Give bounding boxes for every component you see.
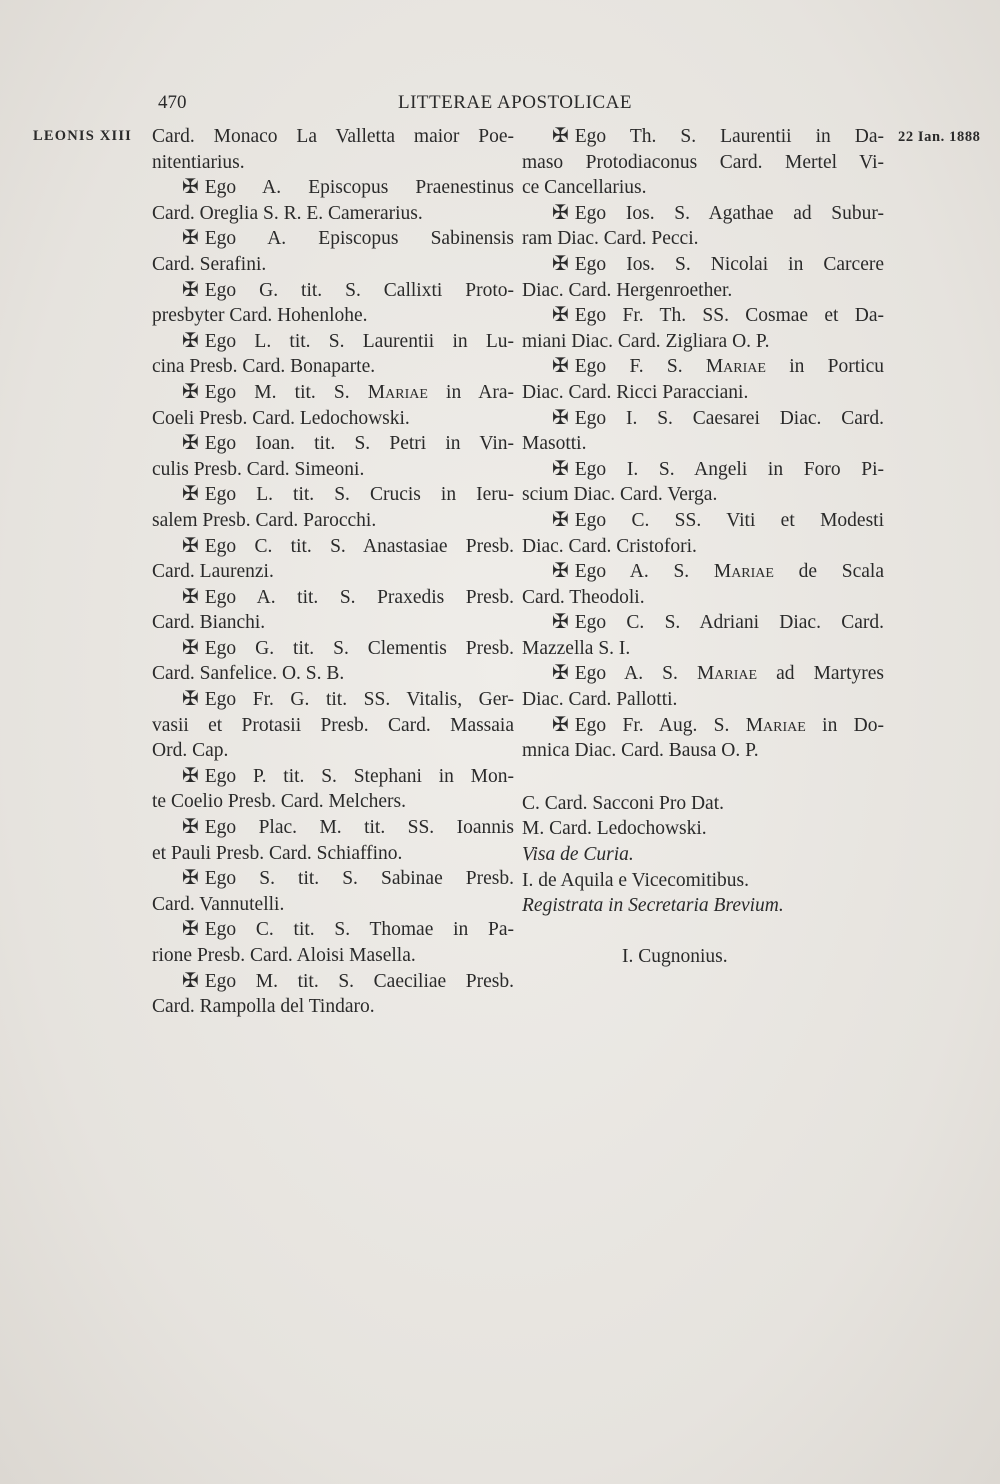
left_column-line: ✠ Ego L. tit. S. Laurentii in Lu- [182,329,514,352]
right_column-entry [522,713,884,764]
cross-potent-icon: ✠ [182,176,199,199]
cross-potent-icon: ✠ [552,713,569,736]
left_column-line: ✠ Ego A. Episcopus Sabinensis [182,227,514,250]
right_column-line: ✠ Ego A. S. Mariae ad Martyres [552,662,884,685]
left_column-line: et Pauli Presb. Card. Schiaffino. [152,842,403,864]
cross-potent-icon: ✠ [182,816,199,839]
left_column-line: ✠ Ego Plac. M. tit. SS. Ioannis [182,816,514,839]
cross-potent-icon: ✠ [182,636,199,659]
cross-potent-icon: ✠ [182,432,199,455]
left_column-entry [152,278,514,329]
right_column-line: Diac. Card. Ricci Paracciani. [522,381,749,403]
cross-potent-icon: ✠ [182,483,199,506]
left_column-entry [152,482,514,533]
right_column-entry [522,201,884,252]
left_column-entry [152,431,514,482]
left_column-line: rione Presb. Card. Aloisi Masella. [152,945,416,966]
right_column-line: ✠ Ego Th. S. Laurentii in Da- [552,125,884,147]
right_column-line: Mazzella S. I. [522,637,631,659]
right-entries [522,124,884,764]
running-title: LITTERAE APOSTOLICAE [398,92,632,113]
right_column-line: ✠ Ego F. S. Mariae in Porticu [552,355,884,378]
right_column-line: ✠ Ego C. SS. Viti et Modesti [552,508,884,531]
left_column-entry [152,866,514,917]
margin-note-pope: LEONIS XIII [33,128,133,144]
right_column-line: ✠ Ego I. S. Caesarei Diac. Card. [552,406,884,429]
cross-potent-icon: ✠ [552,611,569,634]
left_column-line: ✠ Ego A. Episcopus Praenestinus [182,176,514,199]
left_column-line: Card. Laurenzi. [152,561,274,583]
signature-column-left [152,124,514,1020]
left_column-entry [152,917,514,968]
signoff-block [522,791,884,970]
left_column-line: ✠ Ego A. tit. S. Praxedis Presb. [182,585,514,608]
cross-potent-icon: ✠ [182,534,199,557]
cross-potent-icon: ✠ [182,867,199,890]
right_column-line: ram Diac. Card. Pecci. [522,228,699,250]
left_column-line: ✠ Ego Ioan. tit. S. Petri in Vin- [182,432,514,455]
left_column-line: ✠ Ego M. tit. S. Mariae in Ara- [182,380,514,403]
left_column-line: ✠ Ego Fr. G. tit. SS. Vitalis, Ger- [182,688,514,711]
left_column-line: Ord. Cap. [152,740,229,762]
right_column-line: Masotti. [522,433,587,455]
left_column-line: nitentiarius. [152,151,245,173]
cross-potent-icon: ✠ [182,688,199,711]
left_column-line: ✠ Ego C. tit. S. Anastasiae Presb. [182,534,514,557]
left_column-entry [152,815,514,866]
left_column-line: ✠ Ego L. tit. S. Crucis in Ieru- [182,483,514,506]
cross-potent-icon: ✠ [552,406,569,429]
left_column-line: presbyter Card. Hohenlohe. [152,305,368,327]
right_column-line: mnica Diac. Card. Bausa O. P. [522,740,759,762]
left_column-entry [152,764,514,815]
left_column-line: vasii et Protasii Presb. Card. Massaia [152,714,514,736]
right_column-entry [522,252,884,303]
left_column-entry [152,175,514,226]
cross-potent-icon: ✠ [552,304,569,327]
cross-potent-icon: ✠ [182,329,199,352]
left_column-entry [152,124,514,175]
left_column-line: Card. Bianchi. [152,612,266,634]
right_column-entry [522,354,884,405]
left_column-entry [152,687,514,764]
right_column-entry [522,559,884,610]
left_column-line: ✠ Ego S. tit. S. Sabinae Presb. [182,867,514,890]
signoff-pro-datarius: C. Card. Sacconi Pro Dat. [522,792,725,814]
right_column-line: maso Protodiaconus Card. Mertel Vi- [522,151,884,173]
left_column-line: Coeli Presb. Card. Ledochowski. [152,407,410,429]
right_column-line: miani Diac. Card. Zigliara O. P. [522,330,770,352]
page-header [0,90,1000,120]
cross-potent-icon: ✠ [182,764,199,787]
left_column-line: Card. Rampolla del Tindaro. [152,996,375,1018]
left_column-line: ✠ Ego G. tit. S. Clementis Presb. [182,636,514,659]
left_column-line: ✠ Ego P. tit. S. Stephani in Mon- [182,764,514,787]
right_column-line: ✠ Ego I. S. Angeli in Foro Pi- [552,457,884,480]
right_column-entry [522,508,884,559]
right_column-line: ✠ Ego Fr. Th. SS. Cosmae et Da- [552,304,884,327]
signature-column-right [522,124,884,969]
left_column-line: Card. Oreglia S. R. E. Camerarius. [152,202,423,224]
left_column-line: ✠ Ego G. tit. S. Callixti Proto- [182,278,514,301]
right_column-line: ✠ Ego A. S. Mariae de Scala [552,560,884,583]
cross-potent-icon: ✠ [552,457,569,480]
signoff-registrata: Registrata in Secretaria Brevium. [522,895,784,917]
left_column-line: cina Presb. Card. Bonaparte. [152,356,376,378]
cross-potent-icon: ✠ [552,125,569,147]
cross-potent-icon: ✠ [552,201,569,224]
right_column-entry [522,457,884,508]
left_column-entry [152,969,514,1020]
cross-potent-icon: ✠ [182,278,199,301]
left_column-line: salem Presb. Card. Parocchi. [152,509,377,531]
right_column-line: ✠ Ego Fr. Aug. S. Mariae in Do- [552,713,884,736]
cross-potent-icon: ✠ [182,969,199,992]
right_column-line: ✠ Ego Ios. S. Nicolai in Carcere [552,252,884,275]
signoff-secretary: M. Card. Ledochowski. [522,818,707,840]
cross-potent-icon: ✠ [552,508,569,531]
right_column-entry [522,124,884,201]
right_column-line: Diac. Card. Hergenroether. [522,279,733,301]
left_column-line: culis Presb. Card. Simeoni. [152,458,365,480]
left_column-line: Card. Serafini. [152,253,267,275]
left_column-entry [152,534,514,585]
signoff-cugnonius: I. Cugnonius. [622,945,728,967]
left_column-entry [152,636,514,687]
cross-potent-icon: ✠ [552,355,569,378]
page-number: 470 [158,92,187,113]
right_column-line: Card. Theodoli. [522,586,645,608]
left_column-line: ✠ Ego M. tit. S. Caeciliae Presb. [182,969,514,992]
right_column-line: ✠ Ego Ios. S. Agathae ad Subur- [552,201,884,224]
right_column-line: ce Cancellarius. [522,177,647,199]
right_column-entry [522,610,884,661]
left_column-entry [152,380,514,431]
right_column-entry [522,303,884,354]
cross-potent-icon: ✠ [182,585,199,608]
right_column-entry [522,661,884,712]
signoff-visa: Visa de Curia. [522,844,634,866]
cross-potent-icon: ✠ [182,918,199,941]
right_column-line: Diac. Card. Pallotti. [522,689,678,711]
cross-potent-icon: ✠ [552,252,569,275]
left_column-line: te Coelio Presb. Card. Melchers. [152,791,406,813]
left_column-line: Card. Monaco La Valletta maior Poe- [152,126,514,147]
right_column-entry [522,406,884,457]
left_column-entry [152,226,514,277]
signoff-aquila: I. de Aquila e Vicecomitibus. [522,869,750,891]
cross-potent-icon: ✠ [182,227,199,250]
right_column-line: Diac. Card. Cristofori. [522,535,697,557]
left_column-line: ✠ Ego C. tit. S. Thomae in Pa- [182,918,514,941]
cross-potent-icon: ✠ [552,560,569,583]
cross-potent-icon: ✠ [552,662,569,685]
left_column-line: Card. Vannutelli. [152,893,285,915]
margin-note-date: 22 Ian. 1888 [898,129,981,145]
cross-potent-icon: ✠ [182,380,199,403]
left_column-line: Card. Sanfelice. O. S. B. [152,663,345,685]
left_column-entry [152,329,514,380]
left_column-entry [152,585,514,636]
right_column-line: ✠ Ego C. S. Adriani Diac. Card. [552,611,884,634]
right_column-line: scium Diac. Card. Verga. [522,484,718,506]
